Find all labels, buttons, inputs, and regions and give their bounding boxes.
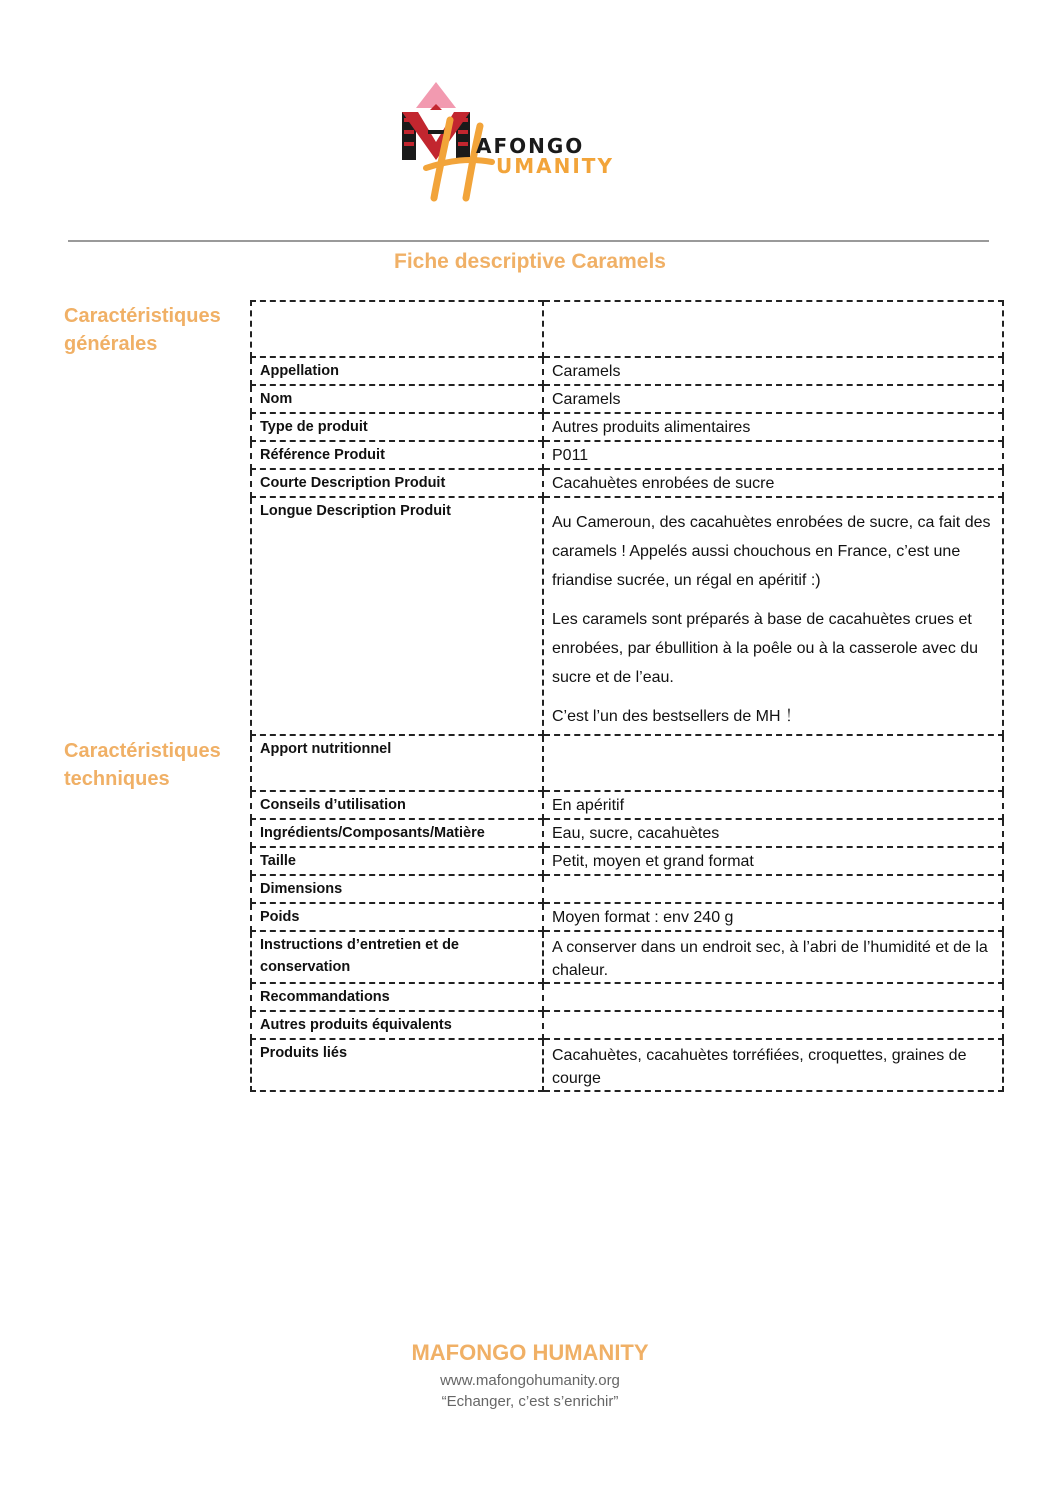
row-key: Longue Description Produit xyxy=(260,503,451,519)
footer-brand: MAFONGO HUMANITY xyxy=(411,1340,649,1365)
row-value: Autres produits alimentaires xyxy=(552,419,751,436)
row-key: Recommandations xyxy=(260,989,390,1005)
table-row xyxy=(251,819,1003,847)
row-value: Eau, sucre, cacahuètes xyxy=(552,825,720,842)
mafongo-humanity-logo xyxy=(400,80,650,204)
row-key: Apport nutritionnel xyxy=(260,741,392,757)
row-value: Moyen format : env 240 g xyxy=(552,909,734,926)
page-title: Fiche descriptive Caramels xyxy=(394,250,666,273)
table-row xyxy=(251,931,1003,983)
row-key: Dimensions xyxy=(260,881,343,897)
section-technical-label: Caractéristiques techniques xyxy=(64,740,221,790)
row-value: Cacahuètes enrobées de sucre xyxy=(552,475,775,492)
row-value xyxy=(552,876,994,880)
table-row xyxy=(251,497,1003,735)
row-value: Petit, moyen et grand format xyxy=(552,853,754,870)
row-key: Référence Produit xyxy=(260,447,385,463)
row-value: A conserver dans un endroit sec, à l’abri de l’humidité et de la chaleur. xyxy=(552,939,988,979)
row-key: Courte Description Produit xyxy=(260,475,446,491)
table-row xyxy=(251,1011,1003,1039)
logo-text-line1: AFONGO xyxy=(476,134,585,158)
footer-motto: “Echanger, c’est s’enrichir” xyxy=(441,1393,619,1410)
long-description-paragraph: Au Cameroun, des cacahuètes enrobées de sucre, ca fait des caramels ! Appelés aussi chouchous en France, c’est une friandise sucrée, un régal en apéritif :) xyxy=(552,514,991,589)
row-value: Caramels xyxy=(552,363,621,380)
table-row xyxy=(251,983,1003,1011)
empty-header-cell xyxy=(251,301,543,357)
row-key: Poids xyxy=(260,909,300,925)
row-value: Cacahuètes, cacahuètes torréfiées, croquettes, graines de courge xyxy=(552,1047,967,1087)
table-row xyxy=(251,875,1003,903)
table-row xyxy=(251,469,1003,497)
table-row xyxy=(251,735,1003,791)
empty-header-cell xyxy=(543,301,1003,357)
row-key: Conseils d’utilisation xyxy=(260,797,406,813)
long-description-paragraph: Les caramels sont préparés à base de cacahuètes crues et enrobées, par ébullition à la poêle ou à la casserole avec du sucre et de l’eau. xyxy=(552,611,979,686)
row-key: Autres produits équivalents xyxy=(260,1017,452,1033)
table-row xyxy=(251,1039,1003,1091)
footer-website: www.mafongohumanity.org xyxy=(440,1372,620,1389)
row-value: En apéritif xyxy=(552,797,625,814)
row-key: Type de produit xyxy=(260,419,368,435)
table-row xyxy=(251,413,1003,441)
table-row xyxy=(251,301,1003,357)
table-row xyxy=(251,847,1003,875)
long-description-paragraph: C’est l’un des bestsellers de MH ！ xyxy=(552,708,801,725)
row-key: Appellation xyxy=(260,363,339,379)
row-value xyxy=(552,736,994,740)
row-value xyxy=(552,1012,994,1016)
row-key: Instructions d’entretien et de conservation xyxy=(260,937,459,975)
table-row xyxy=(251,357,1003,385)
row-value: P011 xyxy=(552,447,589,464)
product-sheet-table xyxy=(250,300,1004,1092)
table-row xyxy=(251,441,1003,469)
table-row xyxy=(251,903,1003,931)
row-key: Ingrédients/Composants/Matière xyxy=(260,825,485,841)
row-key: Produits liés xyxy=(260,1045,348,1061)
row-key: Nom xyxy=(260,391,293,407)
row-key: Taille xyxy=(260,853,296,869)
row-value xyxy=(552,984,994,988)
header-divider xyxy=(68,240,989,242)
row-value: Caramels xyxy=(552,391,621,408)
logo-text-line2: UMANITY xyxy=(496,154,614,178)
section-general-label: Caractéristiques générales xyxy=(64,305,221,355)
long-description xyxy=(552,498,994,731)
table-row xyxy=(251,791,1003,819)
table-row xyxy=(251,385,1003,413)
